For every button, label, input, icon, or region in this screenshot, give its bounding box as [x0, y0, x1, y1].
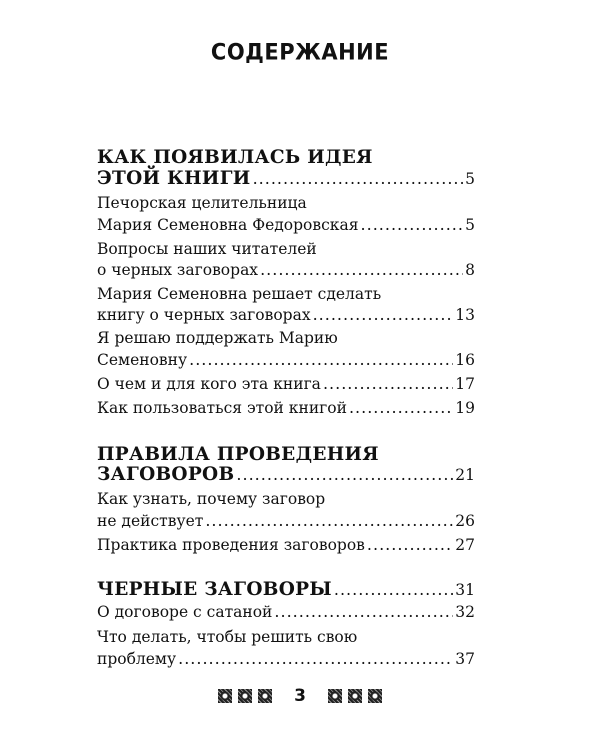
section-title: ПРАВИЛА ПРОВЕДЕНИЯ [97, 444, 379, 465]
dot-leader [334, 580, 453, 599]
toc-entry-line [97, 215, 475, 234]
entry-title: Печорская целительница [97, 194, 307, 212]
dot-leader [313, 305, 454, 324]
entry-page-number: 27 [455, 536, 475, 554]
section-title: ЧЕРНЫЕ ЗАГОВОРЫ [97, 579, 332, 600]
ornament-icon [218, 689, 232, 703]
dot-leader [367, 535, 453, 554]
toc-entry-line [97, 260, 475, 279]
toc-entry-line [97, 490, 475, 508]
section-title: КАК ПОЯВИЛАСЬ ИДЕЯ [97, 147, 373, 168]
dot-leader [253, 169, 464, 188]
entry-title: проблему [97, 650, 177, 668]
dot-leader [178, 649, 453, 668]
entry-page-number: 5 [465, 170, 475, 188]
toc-section-heading-line [97, 147, 475, 168]
entry-title: Я решаю поддержать Марию [97, 329, 338, 347]
toc-entry-line [97, 649, 475, 668]
ornament-icon [368, 689, 382, 703]
entry-title: Практика проведения заговоров [97, 536, 365, 554]
entry-page-number: 13 [455, 306, 475, 324]
dot-leader [189, 350, 453, 369]
entry-title: Вопросы наших читателей [97, 240, 317, 258]
toc-entry-line [97, 305, 475, 324]
ornament-icon [238, 689, 252, 703]
toc-entry-line [97, 350, 475, 369]
entry-page-number: 21 [455, 466, 475, 484]
dot-leader [260, 260, 463, 279]
entry-title: о черных заговорах [97, 261, 259, 279]
toc-entry-line [97, 628, 475, 646]
toc-section-heading-line [97, 444, 475, 465]
dot-leader [236, 465, 453, 484]
dot-leader [274, 602, 453, 621]
entry-page-number: 19 [455, 399, 475, 417]
entry-page-number: 8 [465, 261, 475, 279]
ornament-icon [258, 689, 272, 703]
section-title: ЗАГОВОРОВ [97, 464, 235, 485]
section-title: ЭТОЙ КНИГИ [97, 168, 251, 189]
page-footer [0, 686, 600, 706]
toc-section-heading-line [97, 168, 475, 189]
entry-title: не действует [97, 512, 204, 530]
toc-entry-line [97, 535, 475, 554]
page-title: СОДЕРЖАНИЕ [210, 39, 390, 65]
entry-title: Мария Семеновна решает сделать [97, 285, 382, 303]
toc-entry-line [97, 285, 475, 303]
toc-entry-line [97, 194, 475, 212]
toc-entry-line [97, 240, 475, 258]
entry-title: О чем и для кого эта книга [97, 375, 321, 393]
entry-title: Что делать, чтобы решить свою [97, 628, 358, 646]
entry-title: Мария Семеновна Федоровская [97, 216, 359, 234]
toc-entry-line [97, 398, 475, 417]
entry-title: О договоре с сатаной [97, 603, 273, 621]
entry-page-number: 26 [455, 512, 475, 530]
toc-entry-line [97, 329, 475, 347]
page-number: 3 [294, 686, 306, 706]
dot-leader [361, 215, 464, 234]
ornament-icon [328, 689, 342, 703]
dot-leader [349, 398, 453, 417]
entry-page-number: 37 [455, 650, 475, 668]
toc-entry-line [97, 602, 475, 621]
entry-title: книгу о черных заговорах [97, 306, 311, 324]
ornament-icon [348, 689, 362, 703]
entry-title: Как пользоваться этой книгой [97, 399, 347, 417]
entry-page-number: 16 [455, 351, 475, 369]
toc-section-heading-line [97, 464, 475, 485]
dot-leader [205, 511, 453, 530]
entry-title: Семеновну [97, 351, 188, 369]
toc-entry-line [97, 511, 475, 530]
entry-title: Как узнать, почему заговор [97, 490, 326, 508]
toc-entry-line [97, 374, 475, 393]
entry-page-number: 17 [455, 375, 475, 393]
entry-page-number: 32 [455, 603, 475, 621]
entry-page-number: 31 [455, 581, 475, 599]
entry-page-number: 5 [465, 216, 475, 234]
toc-section-heading-line [97, 579, 475, 600]
dot-leader [323, 374, 453, 393]
